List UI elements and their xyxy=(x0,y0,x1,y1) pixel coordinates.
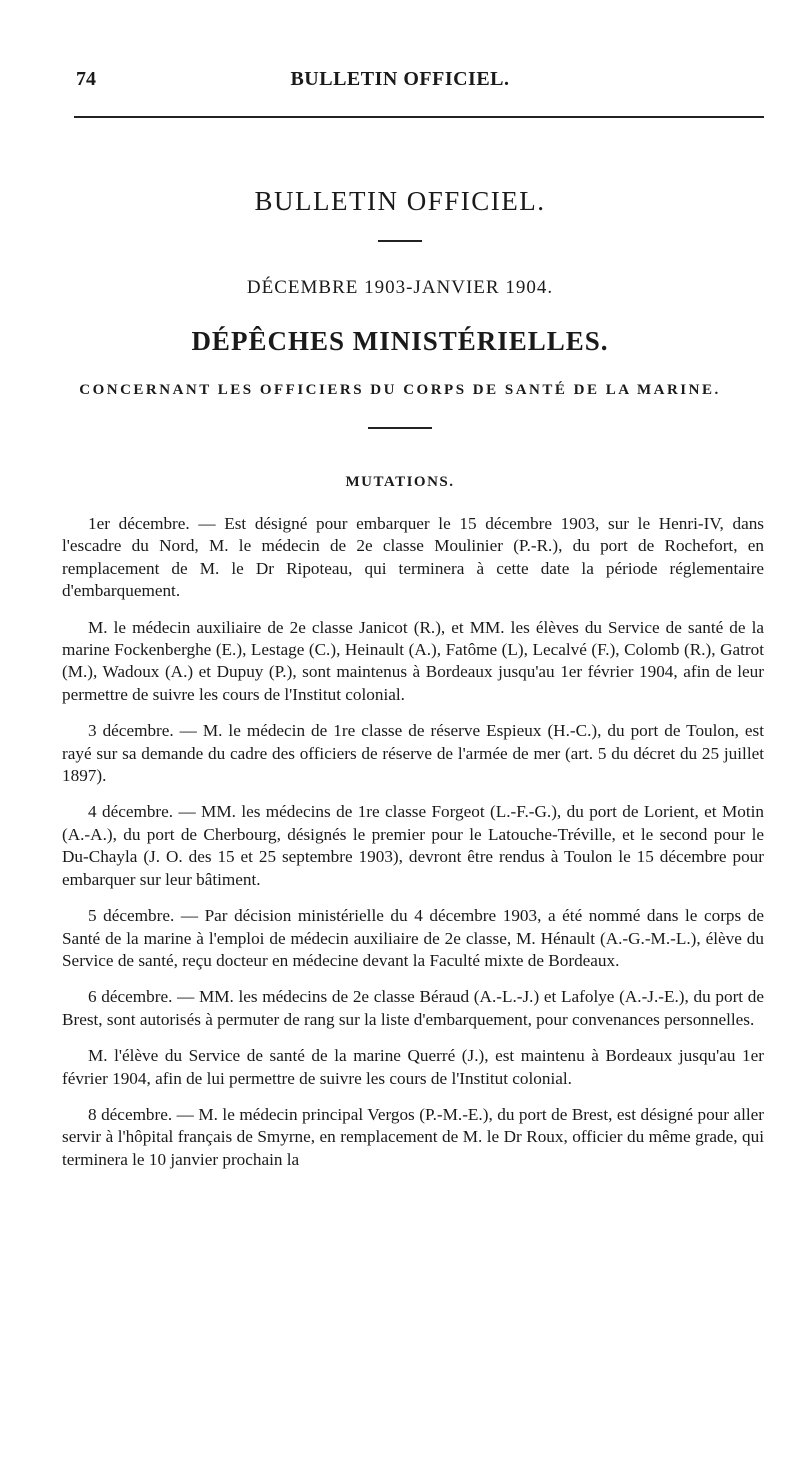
paragraph: 4 décembre. — MM. les médecins de 1re classe Forgeot (L.-F.-G.), du port de Lorient, et Motin (A.-A.), du port de Cherbourg, désignés le premier pour le Latouche-Tréville, et le second pour le Du-Chayla (J. O. des 15 et 25 septembre 1903), devront être rendus à Toulon le 15 décembre pour embarquer sur leur bâtiment. xyxy=(62,802,764,889)
paragraph: 6 décembre. — MM. les médecins de 2e classe Béraud (A.-L.-J.) et Lafolye (A.-J.-E.), du port de Brest, sont autorisés à permuter de rang sur la liste d'embarquement, pour convenances personnelles. xyxy=(62,987,764,1029)
date-range: DÉCEMBRE 1903-JANVIER 1904. xyxy=(246,277,554,298)
mutations-heading: MUTATIONS. xyxy=(345,474,455,490)
article-body xyxy=(62,513,764,1185)
page-number: 74 xyxy=(76,68,96,90)
paragraph: 3 décembre. — M. le médecin de 1re classe de réserve Espieux (H.-C.), du port de Toulon, est rayé sur sa demande du cadre des officiers de réserve de l'armée de mer (art. 5 du décret du 25 juillet 1897). xyxy=(62,721,764,786)
paragraph: 8 décembre. — M. le médecin principal Vergos (P.-M.-E.), du port de Brest, est désigné pour aller servir à l'hôpital français de Smyrne, en remplacement de M. le Dr Roux, officier du même grade, qui terminera le 10 janvier prochain la xyxy=(62,1104,764,1169)
subheading-rule xyxy=(368,427,432,429)
paragraph: M. l'élève du Service de santé de la marine Querré (J.), est maintenu à Bordeaux jusqu'au 1er février 1904, afin de lui permettre de suivre les cours de l'Institut colonial. xyxy=(62,1046,764,1088)
running-title: BULLETIN OFFICIEL. xyxy=(290,68,510,90)
main-title: BULLETIN OFFICIEL. xyxy=(254,186,546,216)
section-subheading: CONCERNANT LES OFFICIERS DU CORPS DE SANTÉ DE LA MARINE. xyxy=(79,382,721,398)
running-header xyxy=(0,68,800,98)
header-rule xyxy=(74,116,764,118)
paragraph: 1er décembre. — Est désigné pour embarquer le 15 décembre 1903, sur le Henri-IV, dans l'escadre du Nord, M. le médecin de 2e classe Moulinier (P.-R.), du port de Rochefort, en remplacement de M. le Dr Ripoteau, qui terminera à cette date la période réglementaire d'embarquement. xyxy=(62,514,764,601)
paragraph: M. le médecin auxiliaire de 2e classe Janicot (R.), et MM. les élèves du Service de santé de la marine Fockenberghe (E.), Lestage (C.), Heinault (A.), Fatôme (L), Lecalvé (F.), Colomb (R.), Gatrot (M.), Wadoux (A.) et Dupuy (P.), sont maintenus à Bordeaux jusqu'au 1er février 1904, afin de leur permettre de suivre les cours de l'Institut colonial. xyxy=(62,617,764,704)
section-heading: DÉPÊCHES MINISTÉRIELLES. xyxy=(191,326,609,356)
paragraph: 5 décembre. — Par décision ministérielle du 4 décembre 1903, a été nommé dans le corps de Santé de la marine à l'emploi de médecin auxiliaire de 2e classe, M. Hénault (A.-G.-M.-L.), élève du Service de santé, reçu docteur en médecine devant la Faculté mixte de Bordeaux. xyxy=(62,906,764,970)
title-rule xyxy=(378,240,422,242)
